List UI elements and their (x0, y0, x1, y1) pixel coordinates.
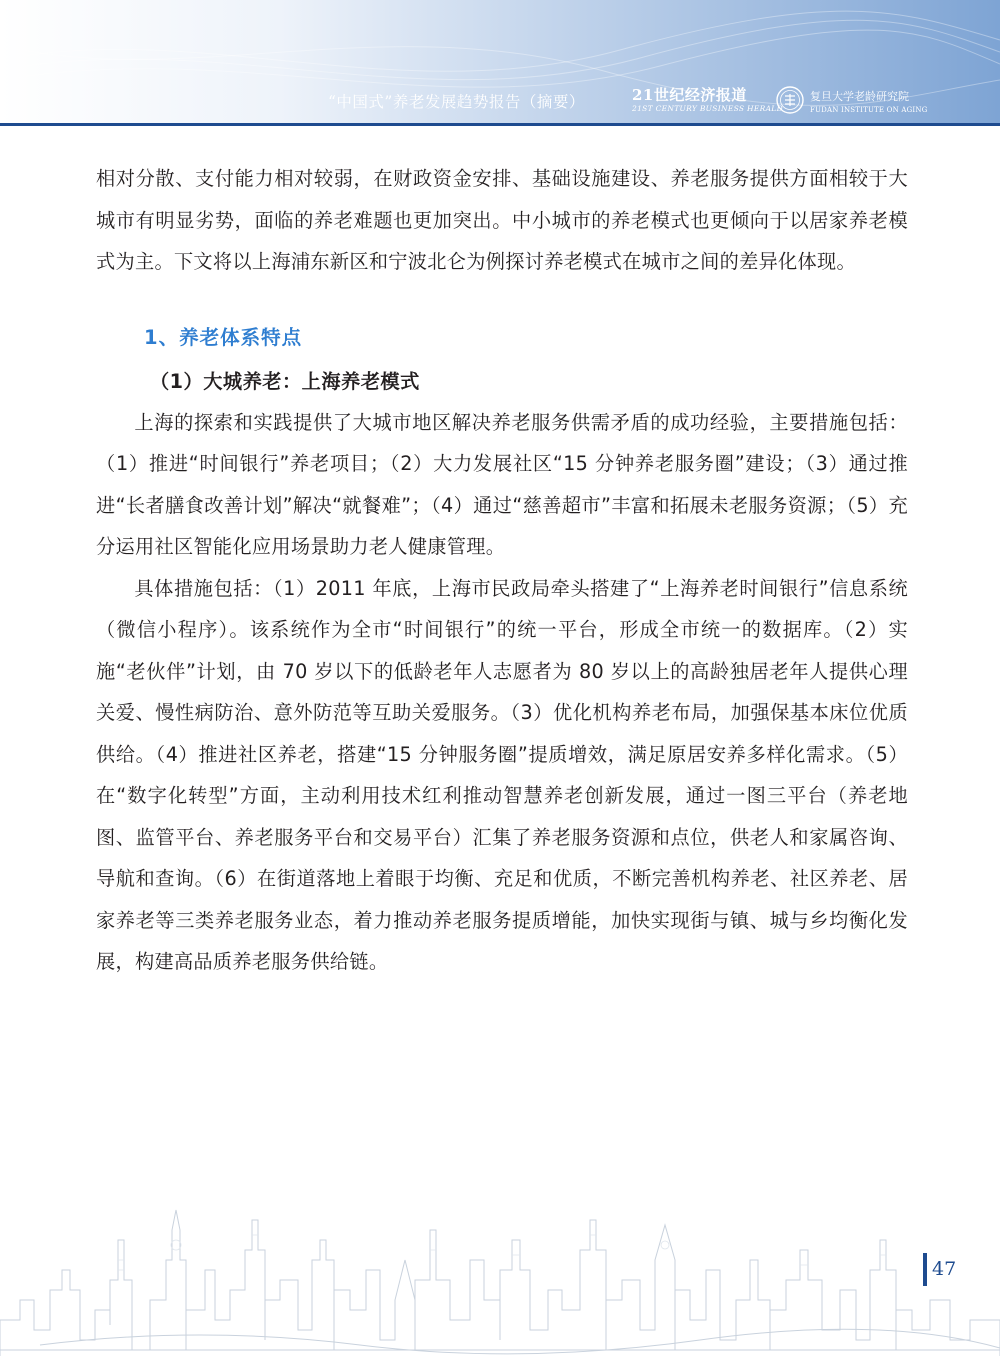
institute-name (810, 88, 927, 114)
brand-name: 21世纪经济报道 (632, 86, 747, 104)
page-number: 47 (932, 1258, 957, 1280)
header-rule (0, 123, 1000, 126)
section-heading: 1、养老体系特点 (144, 325, 303, 349)
institute-name-cn: 复旦大学老龄研究院 (810, 90, 909, 103)
institute-seal-icon (776, 86, 804, 114)
brand-subtitle: 21ST CENTURY BUSINESS HERALD (632, 104, 783, 113)
main-content (96, 158, 908, 983)
intro-paragraph: 相对分散、支付能力相对较弱，在财政资金安排、基础设施建设、养老服务提供方面相较于大城市有明显劣势，面临的养老难题也更加突出。中小城市的养老模式也更倾向于以居家养老模式为主。下文将以上海浦东新区和宁波北仑为例探讨养老模式在城市之间的差异化体现。 (96, 167, 908, 273)
subsection-heading: （1）大城养老：上海养老模式 (150, 369, 420, 393)
page-number-bar (923, 1253, 927, 1286)
report-title: “中国式”养老发展趋势报告（摘要） (328, 93, 585, 111)
city-skyline-decoration (0, 1200, 1000, 1356)
paragraph-measures-overview: 上海的探索和实践提供了大城市地区解决养老服务供需矛盾的成功经验，主要措施包括：（1）推进“时间银行”养老项目；（2）大力发展社区“15 分钟养老服务圈”建设；（3）通过推进“长者膳食改善计划”解决“就餐难”；（4）通过“慈善超市”丰富和拓展未老服务资源；（5）充分运用社区智能化应用场景助力老人健康管理。 (96, 410, 908, 558)
paragraph-specific-measures: 具体措施包括：（1）2011 年底，上海市民政局牵头搭建了“上海养老时间银行”信息系统（微信小程序）。该系统作为全市“时间银行”的统一平台，形成全市统一的数据库。（2）实施“老伙伴”计划，由 70 岁以下的低龄老年人志愿者为 80 岁以上的高龄独居老年人提供心理关爱、慢性病防治、意外防范等互助关爱服务。（3）优化机构养老布局，加强保基本床位优质供给。（4）推进社区养老，搭建“15 分钟服务圈”提质增效，满足原居安养多样化需求。（5）在“数字化转型”方面，主动利用技术红利推动智慧养老创新发展，通过一图三平台（养老地图、监管平台、养老服务平台和交易平台）汇集了养老服务资源和点位，供老人和家属咨询、导航和查询。（6）在街道落地上着眼于均衡、充足和优质，不断完善机构养老、社区养老、居家养老等三类养老服务业态，着力推动养老服务提质增能，加快实现街与镇、城与乡均衡化发展，构建高品质养老服务供给链。 (96, 576, 908, 973)
brand-logo (632, 84, 783, 113)
institute-name-en: FUDAN INSTITUTE ON AGING (810, 106, 928, 114)
page-header (0, 0, 1000, 126)
